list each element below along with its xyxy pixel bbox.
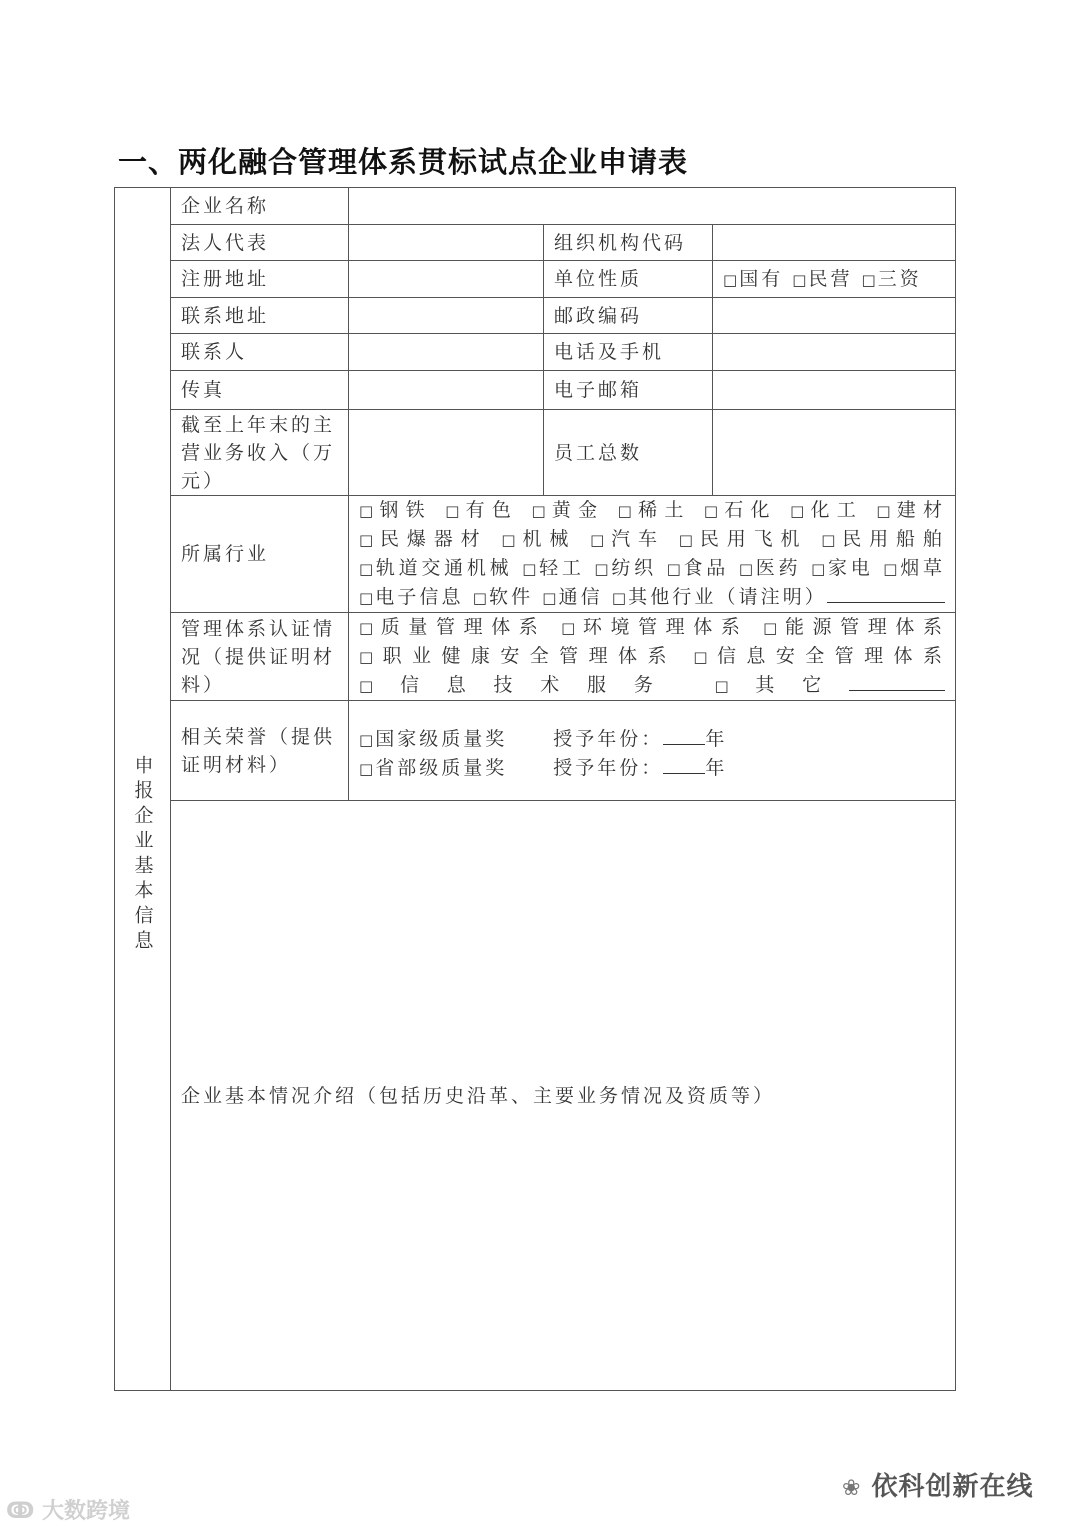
unit-nature-label: 单位性质 <box>544 261 713 298</box>
industry-checkbox[interactable]: □ 软件 <box>472 586 534 608</box>
fax-label: 传真 <box>171 371 349 410</box>
contact-address-label: 联系地址 <box>171 298 349 334</box>
cert-checkbox[interactable]: □ 环境管理体系 <box>561 616 749 638</box>
intro-field[interactable] <box>171 801 956 1391</box>
industry-checkbox[interactable]: □ 机械 <box>501 528 577 550</box>
side-label-cell <box>115 188 171 1391</box>
honor-provincial-checkbox[interactable]: □ 省部级质量奖 <box>359 756 508 779</box>
watermark-left: ↂ 大数跨境 <box>6 1499 131 1524</box>
employee-total-field[interactable] <box>713 410 956 496</box>
revenue-field[interactable] <box>349 410 544 496</box>
industry-checkbox[interactable]: □ 民爆器材 <box>359 528 488 550</box>
industry-checkbox[interactable]: □ 医药 <box>738 557 802 579</box>
email-field[interactable] <box>713 371 956 410</box>
reg-address-label: 注册地址 <box>171 261 349 298</box>
reg-address-field[interactable] <box>349 261 544 298</box>
national-year-blank[interactable] <box>663 726 705 745</box>
industry-checkbox[interactable]: □ 食品 <box>666 557 730 579</box>
industry-checkbox[interactable]: □ 电子信息 <box>359 586 464 608</box>
intro-label: 企业基本情况介绍（包括历史沿革、主要业务情况及资质等） <box>181 1084 776 1107</box>
provincial-year-blank[interactable] <box>663 755 705 774</box>
checkbox-foreign[interactable]: □ 三资 <box>861 267 922 290</box>
cert-checkbox[interactable]: □ 质量管理体系 <box>359 616 547 638</box>
honor-options <box>349 701 956 801</box>
year-suffix: 年 <box>705 727 728 750</box>
industry-label: 所属行业 <box>171 496 349 613</box>
application-form-table <box>114 187 956 1391</box>
industry-checkbox[interactable]: □ 轻工 <box>522 557 585 579</box>
revenue-label: 截至上年末的主营业务收入（万元） <box>171 410 349 496</box>
industry-checkbox[interactable]: □ 汽车 <box>590 528 665 550</box>
industry-checkbox[interactable]: □ 民用飞机 <box>678 528 808 550</box>
fax-field[interactable] <box>349 371 544 410</box>
unit-nature-options <box>713 261 956 298</box>
checkbox-private[interactable]: □ 民营 <box>792 267 853 290</box>
cert-other-blank[interactable] <box>849 672 945 691</box>
industry-checkbox[interactable]: □ 烟草 <box>883 557 945 579</box>
industry-checkbox[interactable]: □ 家电 <box>811 557 874 579</box>
employee-total-label: 员工总数 <box>544 410 713 496</box>
checkbox-state-owned[interactable]: □ 国有 <box>723 267 784 290</box>
industry-checkbox[interactable]: □ 钢铁 <box>359 499 432 521</box>
company-name-label: 企业名称 <box>171 188 349 225</box>
industry-checkbox[interactable]: □ 石化 <box>703 499 777 521</box>
cert-checkbox[interactable]: □ 职业健康安全管理体系 <box>359 645 677 667</box>
contact-address-field[interactable] <box>349 298 544 334</box>
legal-rep-label: 法人代表 <box>171 225 349 261</box>
org-code-field[interactable] <box>713 225 956 261</box>
org-code-label: 组织机构代码 <box>544 225 713 261</box>
contact-person-field[interactable] <box>349 334 544 371</box>
cert-options <box>349 613 956 701</box>
award-year-label: 授予年份： <box>553 756 664 779</box>
postal-code-label: 邮政编码 <box>544 298 713 334</box>
industry-checkbox[interactable]: □ 化工 <box>790 499 864 521</box>
industry-checkbox[interactable]: □ 稀土 <box>617 499 691 521</box>
industry-checkbox[interactable]: □ 有色 <box>445 499 519 521</box>
contact-person-label: 联系人 <box>171 334 349 371</box>
honor-label: 相关荣誉（提供证明材料） <box>171 701 349 801</box>
page-title: 一、两化融合管理体系贯标试点企业申请表 <box>118 145 689 179</box>
cert-label: 管理体系认证情况（提供证明材料） <box>171 613 349 701</box>
cert-checkbox[interactable]: □ 信息技术服务 <box>359 674 681 696</box>
industry-checkbox[interactable]: □ 建材 <box>876 499 945 521</box>
logo-icon: ↂ <box>6 1499 35 1524</box>
email-label: 电子邮箱 <box>544 371 713 410</box>
cert-checkbox[interactable]: □ 信息安全管理体系 <box>693 645 945 667</box>
postal-code-field[interactable] <box>713 298 956 334</box>
industry-checkbox[interactable]: □ 民用船舶 <box>821 528 945 550</box>
cert-checkbox[interactable]: □ 能源管理体系 <box>763 616 945 638</box>
wechat-icon: ❀ <box>842 1476 862 1501</box>
side-label: 申报企业基本信息 <box>131 755 154 955</box>
cert-other-checkbox[interactable]: □ 其它 <box>714 674 945 696</box>
legal-rep-field[interactable] <box>349 225 544 261</box>
phone-label: 电话及手机 <box>544 334 713 371</box>
industry-checkbox[interactable]: □ 轨道交通机械 <box>359 557 513 579</box>
industry-options <box>349 496 956 613</box>
year-suffix: 年 <box>705 756 728 779</box>
industry-other-checkbox[interactable]: □ 其他行业（请注明） <box>612 586 945 608</box>
industry-checkbox[interactable]: □ 纺织 <box>594 557 657 579</box>
watermark-right: ❀ 依科创新在线 <box>842 1472 1034 1502</box>
industry-checkbox[interactable]: □ 通信 <box>542 586 603 608</box>
industry-checkbox[interactable]: □ 黄金 <box>531 499 605 521</box>
phone-field[interactable] <box>713 334 956 371</box>
industry-other-blank[interactable] <box>827 584 945 603</box>
award-year-label: 授予年份： <box>553 727 664 750</box>
company-name-field[interactable] <box>349 188 956 225</box>
honor-national-checkbox[interactable]: □ 国家级质量奖 <box>359 727 508 750</box>
